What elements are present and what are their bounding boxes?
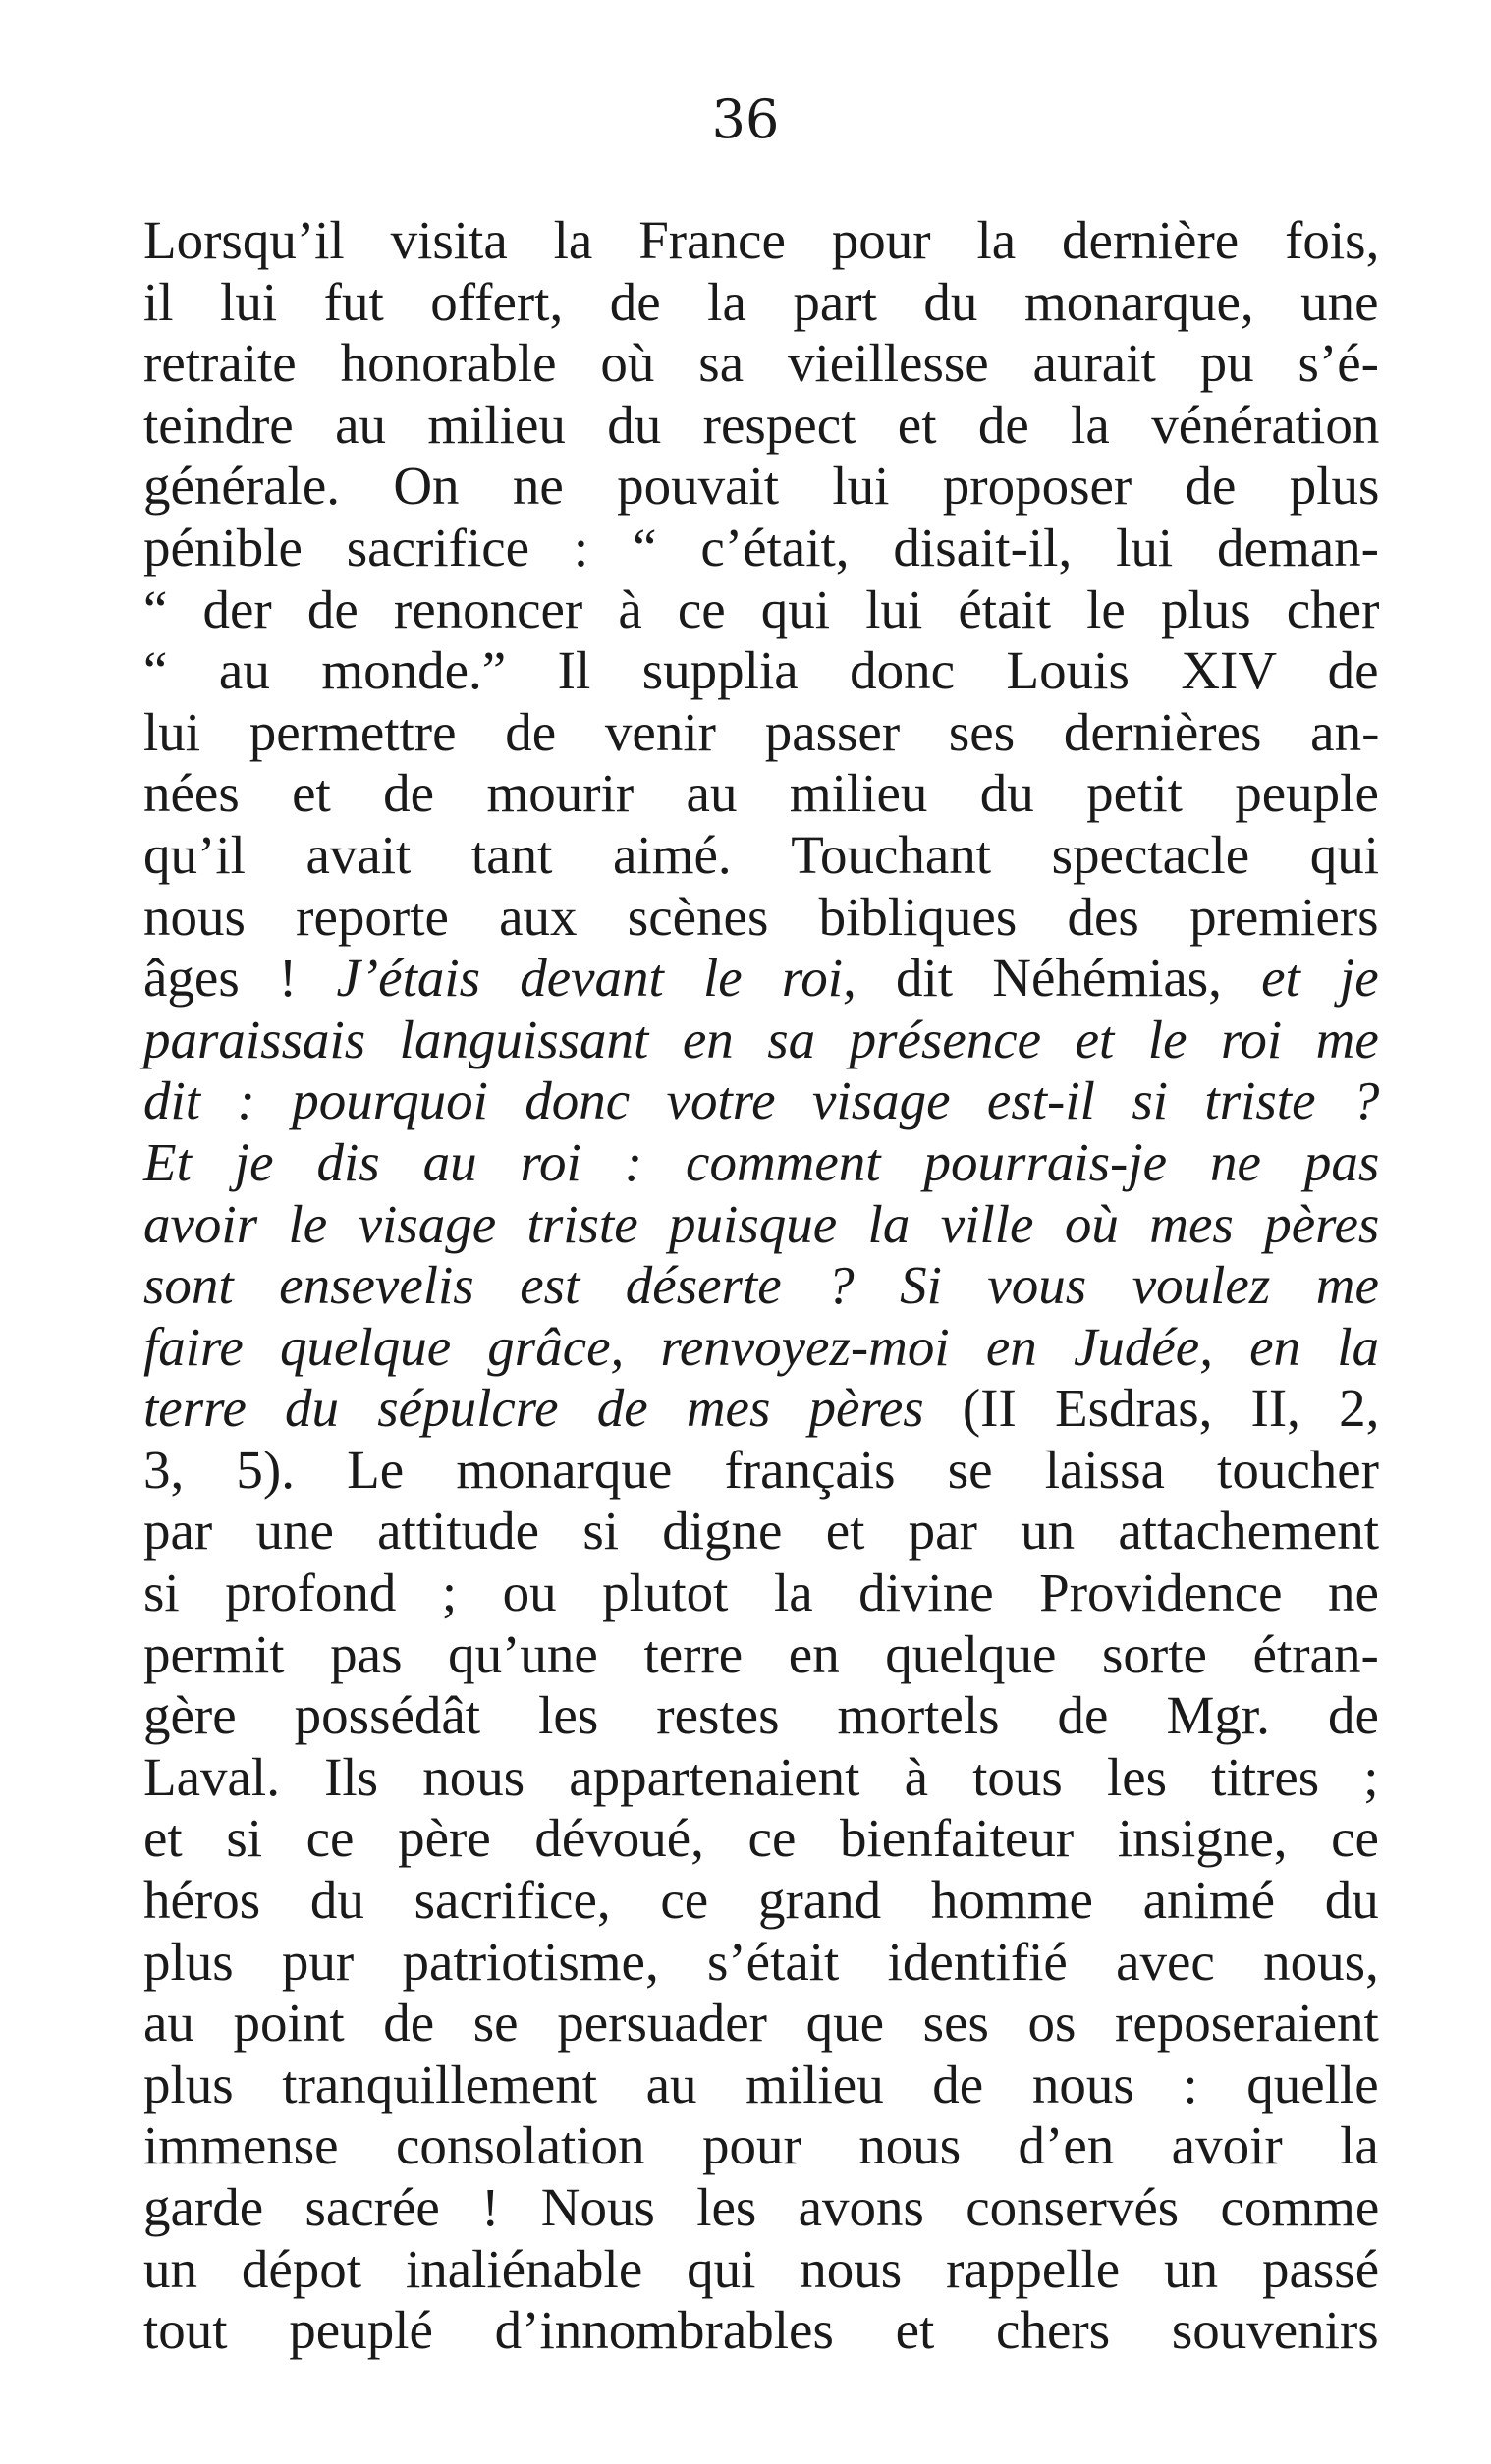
italic-line: dit : pourquoi donc votre visage est-il si triste ?	[143, 1070, 1380, 1131]
italic-quote: et je	[1261, 948, 1379, 1009]
text-line: “ au monde.” Il supplia donc Louis XIV de	[143, 640, 1379, 701]
text-line: si profond ; ou plutot la divine Providence ne	[143, 1562, 1379, 1623]
text-line: retraite honorable où sa vieillesse aurait pu s’é-	[143, 333, 1379, 394]
italic-quote: terre du sépulcre de mes pères	[143, 1378, 924, 1439]
text-line: pénible sacrifice : “ c’était, disait-il, lui deman-	[143, 517, 1379, 577]
text-line: lui permettre de venir passer ses dernières an-	[143, 701, 1380, 762]
text-line: nous reporte aux scènes bibliques des premiers	[143, 886, 1379, 947]
text-line: qu’il avait tant aimé. Touchant spectacle qui	[143, 824, 1380, 885]
body-text	[143, 210, 1379, 2362]
text-line: teindre au milieu du respect et de la vénération	[143, 394, 1380, 455]
text-line: plus pur patriotisme, s’était identifié avec nous,	[143, 1931, 1379, 1992]
text-line: il lui fut offert, de la part du monarque, une	[143, 271, 1379, 332]
text-line: tout peuplé d’innombrables et chers souvenirs	[143, 2300, 1379, 2361]
text-line: immense consolation pour nous d’en avoir la	[143, 2115, 1379, 2176]
text-line: un dépot inaliénable qui nous rappelle un passé	[143, 2238, 1380, 2299]
italic-line: avoir le visage triste puisque la ville où mes pères	[143, 1193, 1380, 1254]
text-line: permit pas qu’une terre en quelque sorte étran-	[143, 1623, 1379, 1684]
text-line: âges ! J’étais devant le roi, dit Néhémias, et je	[143, 948, 1379, 1009]
italic-quote: J’étais devant le roi,	[336, 948, 856, 1009]
text-line: “ der de renoncer à ce qui lui était le plus cher	[143, 578, 1380, 639]
page-number: 36	[711, 88, 780, 150]
text-line: Laval. Ils nous appartenaient à tous les titres ;	[143, 1746, 1379, 1807]
text-line: terre du sépulcre de mes pères (II Esdras, II, 2,	[143, 1378, 1380, 1439]
italic-line: Et je dis au roi : comment pourrais-je ne pas	[143, 1131, 1380, 1192]
text-line: Lorsqu’il visita la France pour la dernière fois,	[143, 210, 1380, 270]
text-line: au point de se persuader que ses os reposeraient	[143, 1993, 1379, 2053]
text-line: par une attitude si digne et par un attachement	[143, 1501, 1380, 1561]
text-line: gère possédât les restes mortels de Mgr. de	[143, 1685, 1379, 1746]
text-line: héros du sacrifice, ce grand homme animé du	[143, 1870, 1379, 1931]
text-line: générale. On ne pouvait lui proposer de plus	[143, 456, 1380, 517]
text-line: 3, 5). Le monarque français se laissa toucher	[143, 1439, 1379, 1500]
text-line: plus tranquillement au milieu de nous : quelle	[143, 2053, 1379, 2114]
italic-line: faire quelque grâce, renvoyez-moi en Judée, en la	[143, 1316, 1379, 1377]
italic-line: sont ensevelis est déserte ? Si vous voulez me	[143, 1255, 1379, 1316]
text-line: et si ce père dévoué, ce bienfaiteur insigne, ce	[143, 1808, 1379, 1869]
italic-line: paraissais languissant en sa présence et le roi me	[143, 1009, 1379, 1069]
text-line: garde sacrée ! Nous les avons conservés comme	[143, 2177, 1380, 2237]
text-line: nées et de mourir au milieu du petit peuple	[143, 763, 1379, 824]
